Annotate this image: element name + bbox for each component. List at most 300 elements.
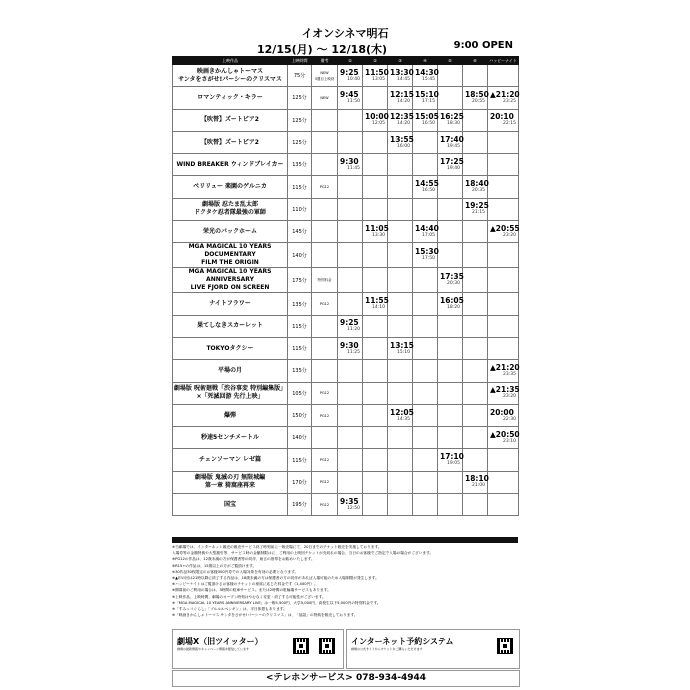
- movie-note: [312, 109, 338, 131]
- end-time: 14:10: [372, 305, 385, 311]
- showtime-cell[interactable]: [463, 471, 488, 493]
- showtime-cell: [363, 198, 388, 220]
- start-time: 11:05: [365, 223, 389, 233]
- showtime-cell: [463, 109, 488, 131]
- showtime-cell: [413, 404, 438, 426]
- showtime-cell: [388, 382, 413, 404]
- movie-title: 爆弾: [173, 404, 288, 426]
- qr-code-icon[interactable]: [319, 638, 335, 654]
- end-time: 20:35: [472, 188, 485, 194]
- start-time: 9:25: [340, 67, 359, 77]
- notes-section: [172, 537, 518, 618]
- showtime-cell: [363, 471, 388, 493]
- end-time: 17:05: [422, 232, 435, 238]
- movie-note: [312, 243, 338, 268]
- showtime-cell: [463, 404, 488, 426]
- running-time: 125分: [288, 131, 312, 153]
- showtime-cell[interactable]: [488, 427, 519, 449]
- showtime-cell: [338, 221, 363, 243]
- showtime-cell: [388, 243, 413, 268]
- start-time: 17:40: [440, 134, 464, 144]
- showtime-cell: [463, 427, 488, 449]
- running-time: 115分: [288, 337, 312, 359]
- table-row: [173, 87, 519, 109]
- showtime-cell[interactable]: [488, 221, 519, 243]
- showtime-cell: [438, 360, 463, 382]
- table-row: [173, 404, 519, 426]
- movie-title: 劇場版 鬼滅の刃 無限城編 第一章 猗窩座再来: [173, 471, 288, 493]
- table-row: [173, 337, 519, 359]
- movie-note: NEW 3週目上映終: [312, 65, 338, 87]
- showtime-cell: [463, 154, 488, 176]
- end-time: 13:30: [372, 232, 385, 238]
- showtime-cell: [438, 198, 463, 220]
- showtime-cell[interactable]: [463, 176, 488, 198]
- end-time: 21:00: [472, 483, 485, 489]
- table-row: [173, 293, 519, 315]
- showtime-cell: [438, 427, 463, 449]
- start-time: 12:05: [390, 407, 414, 417]
- showtime-cell: [488, 449, 519, 471]
- running-time: 150分: [288, 404, 312, 426]
- start-time: 20:10: [490, 112, 514, 122]
- showtime-cell: [363, 268, 388, 293]
- end-time: 23:20: [503, 394, 516, 400]
- showtime-cell[interactable]: [388, 65, 413, 87]
- start-time: 18:50: [465, 89, 489, 99]
- end-time: 19:45: [447, 143, 460, 149]
- schedule-sheet: [172, 0, 518, 690]
- start-time: 9:30: [340, 340, 359, 350]
- start-time: 9:30: [340, 156, 359, 166]
- table-row: [173, 268, 519, 293]
- movie-title: WIND BREAKER ウィンドブレイカー: [173, 154, 288, 176]
- showtime-cell: [413, 471, 438, 493]
- showtime-cell: [388, 427, 413, 449]
- showtime-cell: [438, 243, 463, 268]
- showtime-cell: [388, 360, 413, 382]
- showtime-cell: [388, 293, 413, 315]
- showtime-cell[interactable]: [438, 449, 463, 471]
- showtime-cell: [388, 198, 413, 220]
- showtime-cell: [463, 131, 488, 153]
- column-header: 上映時間: [288, 57, 312, 65]
- showtime-cell: [363, 131, 388, 153]
- column-header: ⑤: [438, 57, 463, 65]
- end-time: 14:45: [397, 76, 410, 82]
- social-box: [172, 629, 344, 669]
- end-time: 16:50: [422, 121, 435, 127]
- showtime-cell[interactable]: [438, 131, 463, 153]
- showtime-cell[interactable]: [413, 87, 438, 109]
- end-time: 14:35: [397, 416, 410, 422]
- showtime-cell[interactable]: [413, 65, 438, 87]
- showtime-cell[interactable]: [388, 404, 413, 426]
- start-time: 14:55: [415, 179, 439, 189]
- start-time: 17:10: [440, 452, 464, 462]
- showtime-cell: [413, 154, 438, 176]
- movie-note: [312, 221, 338, 243]
- movie-title: 果てしなきスカーレット: [173, 315, 288, 337]
- start-time: 14:40: [415, 223, 439, 233]
- showtime-cell[interactable]: [338, 65, 363, 87]
- movie-title: ナイトフラワー: [173, 293, 288, 315]
- showtime-cell: [488, 243, 519, 268]
- showtime-cell[interactable]: [363, 293, 388, 315]
- running-time: 115分: [288, 449, 312, 471]
- showtime-cell[interactable]: [488, 382, 519, 404]
- telephone-service: <テレホンサービス> 078-934-4944: [172, 670, 520, 687]
- running-time: 195分: [288, 494, 312, 516]
- start-time: 9:35: [340, 496, 359, 506]
- column-header: ②: [363, 57, 388, 65]
- movie-title: ペリリュー 楽園のゲルニカ: [173, 176, 288, 198]
- end-time: 10:40: [347, 76, 360, 82]
- booking-subtext: 劇場の公式サイトからチケットをご購入いただけます: [351, 647, 423, 651]
- showtime-cell: [413, 293, 438, 315]
- note-line: ※R15+の作品は、15歳以上の方がご覧頂けます。: [172, 563, 257, 568]
- end-time: 23:25: [503, 98, 516, 104]
- column-header: ③: [388, 57, 413, 65]
- end-time: 20:30: [447, 281, 460, 287]
- end-time: 21:15: [472, 210, 485, 216]
- showtime-cell: [438, 315, 463, 337]
- end-time: 22:30: [503, 416, 516, 422]
- showtime-cell[interactable]: [488, 404, 519, 426]
- showtime-cell[interactable]: [488, 87, 519, 109]
- showtime-cell: [363, 154, 388, 176]
- start-time: 10:00: [365, 112, 389, 122]
- note-line: ※▲印の回は21時以降に終了する作品は、18歳未満の方は保護者の方の同伴があれば入場可能のため入場制限が発生します。: [172, 576, 379, 581]
- showtime-cell[interactable]: [413, 243, 438, 268]
- movie-note: PG12: [312, 176, 338, 198]
- showtime-cell: [338, 427, 363, 449]
- running-time: 105分: [288, 382, 312, 404]
- movie-note: 特別料金: [312, 268, 338, 293]
- showtime-cell: [388, 154, 413, 176]
- end-time: 18:30: [447, 121, 460, 127]
- showtime-cell: [463, 449, 488, 471]
- showtime-cell: [363, 494, 388, 516]
- showtime-cell: [338, 293, 363, 315]
- movie-note: [312, 315, 338, 337]
- end-time: 12:50: [347, 505, 360, 511]
- table-row: [173, 449, 519, 471]
- schedule-table: [172, 56, 519, 516]
- showtime-cell: [438, 65, 463, 87]
- booking-title: インターネット予約システム: [351, 637, 454, 646]
- showtime-cell: [338, 382, 363, 404]
- table-row: [173, 131, 519, 153]
- showtime-cell[interactable]: [463, 87, 488, 109]
- running-time: 110分: [288, 198, 312, 220]
- showtime-cell: [338, 360, 363, 382]
- showtime-cell: [413, 427, 438, 449]
- movie-note: PG12: [312, 293, 338, 315]
- start-time: 9:45: [340, 89, 359, 99]
- social-title: 劇場X（旧ツイッター）: [177, 637, 263, 646]
- note-line: 入場券等の金額特典や大型割引等、サービス時の金額制限はに、ご利用の上映回チケットが売切れの場合、当日のお客様でご指定で入場の場合がございます。: [172, 551, 434, 556]
- showtime-cell: [363, 360, 388, 382]
- showtime-cell: [413, 382, 438, 404]
- movie-note: PG12: [312, 494, 338, 516]
- running-time: 115分: [288, 315, 312, 337]
- showtime-cell: [488, 154, 519, 176]
- movie-title: MGA MAGICAL 10 YEARS DOCUMENTARY FILM THE ORIGIN: [173, 243, 288, 268]
- start-time: 18:40: [465, 179, 489, 189]
- movie-title: 平場の月: [173, 360, 288, 382]
- showtime-cell: [413, 449, 438, 471]
- start-time: 12:35: [390, 112, 414, 122]
- showtime-cell: [363, 382, 388, 404]
- showtime-cell[interactable]: [388, 131, 413, 153]
- showtime-cell: [338, 176, 363, 198]
- showtime-cell[interactable]: [388, 87, 413, 109]
- movie-note: PG12: [312, 404, 338, 426]
- showtime-cell: [438, 176, 463, 198]
- running-time: 75分: [288, 65, 312, 87]
- start-time: 19:25: [465, 201, 489, 211]
- showtime-cell: [363, 176, 388, 198]
- social-subtext: 劇場の最新情報やキャンペーン情報を配信しています: [177, 647, 249, 651]
- end-time: 23:20: [503, 232, 516, 238]
- showtime-cell[interactable]: [363, 65, 388, 87]
- table-row: [173, 315, 519, 337]
- showtime-cell: [388, 315, 413, 337]
- showtime-cell: [338, 268, 363, 293]
- end-time: 22:15: [503, 121, 516, 127]
- table-row: [173, 65, 519, 87]
- table-row: [173, 427, 519, 449]
- showtime-cell: [363, 87, 388, 109]
- showtime-cell[interactable]: [438, 109, 463, 131]
- start-time: ▲20:55: [490, 223, 520, 233]
- page-title: イオンシネマ明石: [301, 27, 389, 40]
- movie-title: 劇場版 呪術廻戦「渋谷事変 特別編集版」 ×「死滅回游 先行上映」: [173, 382, 288, 404]
- open-time: 9:00 OPEN: [453, 40, 513, 51]
- end-time: 11:50: [347, 98, 360, 104]
- showtime-cell: [463, 337, 488, 359]
- showtime-cell: [488, 337, 519, 359]
- start-time: 17:35: [440, 272, 464, 282]
- showtime-cell: [463, 221, 488, 243]
- showtime-cell[interactable]: [388, 109, 413, 131]
- showtime-cell: [338, 109, 363, 131]
- showtime-cell: [463, 494, 488, 516]
- showtime-cell[interactable]: [338, 337, 363, 359]
- end-time: 15:45: [422, 76, 435, 82]
- showtime-cell: [338, 198, 363, 220]
- table-row: [173, 109, 519, 131]
- end-time: 20:55: [472, 98, 485, 104]
- running-time: 135分: [288, 360, 312, 382]
- showtime-cell: [388, 494, 413, 516]
- movie-note: [312, 198, 338, 220]
- qr-code-icon[interactable]: [293, 638, 309, 654]
- showtime-cell: [463, 65, 488, 87]
- showtime-cell[interactable]: [413, 221, 438, 243]
- table-row: [173, 221, 519, 243]
- note-line: ※PG12の作品は、12歳未満の方が保護者等の同伴、助言の指導をお勧めいたします。: [172, 557, 315, 562]
- end-time: 19:05: [447, 461, 460, 467]
- movie-title: TOKYOタクシー: [173, 337, 288, 359]
- movie-note: [312, 154, 338, 176]
- showtime-cell: [488, 176, 519, 198]
- showtime-cell: [463, 268, 488, 293]
- showtime-cell: [363, 315, 388, 337]
- running-time: 125分: [288, 87, 312, 109]
- showtime-cell: [438, 87, 463, 109]
- showtime-cell[interactable]: [438, 293, 463, 315]
- date-range: 12/15(月) ～ 12/18(木): [257, 43, 388, 56]
- running-time: 170分: [288, 471, 312, 493]
- showtime-cell: [413, 198, 438, 220]
- showtime-cell: [363, 427, 388, 449]
- showtime-cell: [388, 221, 413, 243]
- movie-note: NEW: [312, 87, 338, 109]
- movie-title: 秒速5センチメートル: [173, 427, 288, 449]
- showtime-cell: [338, 243, 363, 268]
- movie-title: 栄光のバックホーム: [173, 221, 288, 243]
- showtime-cell: [463, 382, 488, 404]
- showtime-cell: [338, 471, 363, 493]
- movie-title: ロマンティック・キラー: [173, 87, 288, 109]
- movie-title: 【吹替】ズートピア2: [173, 131, 288, 153]
- start-time: 16:05: [440, 296, 464, 306]
- end-time: 16:50: [422, 188, 435, 194]
- end-time: 11:20: [347, 327, 360, 333]
- running-time: 115分: [288, 176, 312, 198]
- table-row: [173, 243, 519, 268]
- showtime-cell: [413, 315, 438, 337]
- showtime-cell: [388, 268, 413, 293]
- movie-title: 国宝: [173, 494, 288, 516]
- showtime-cell[interactable]: [338, 154, 363, 176]
- showtime-cell: [488, 131, 519, 153]
- table-row: [173, 198, 519, 220]
- end-time: 16:00: [397, 143, 410, 149]
- showtime-cell[interactable]: [413, 109, 438, 131]
- start-time: 17:25: [440, 156, 464, 166]
- start-time: ▲20:50: [490, 429, 520, 439]
- showtime-cell: [463, 293, 488, 315]
- showtime-cell[interactable]: [363, 221, 388, 243]
- showtime-cell: [338, 131, 363, 153]
- start-time: 14:30: [415, 67, 439, 77]
- showtime-cell[interactable]: [488, 360, 519, 382]
- showtime-cell[interactable]: [488, 109, 519, 131]
- table-row: [173, 360, 519, 382]
- showtime-cell: [388, 471, 413, 493]
- movie-note: [312, 337, 338, 359]
- table-row: [173, 154, 519, 176]
- movie-title: 映画きかんしゃトーマス サンタをさがせ!パーシーのクリスマス: [173, 65, 288, 87]
- running-time: 135分: [288, 154, 312, 176]
- start-time: 18:10: [465, 474, 489, 484]
- showtime-cell[interactable]: [338, 87, 363, 109]
- end-time: 15:10: [397, 349, 410, 355]
- showtime-cell[interactable]: [388, 337, 413, 359]
- end-time: 17:15: [422, 98, 435, 104]
- running-time: 175分: [288, 268, 312, 293]
- start-time: 13:15: [390, 340, 414, 350]
- note-line: ※当劇場では、インターネット販売の販売サービス終了時刻前に一般売場にて、20日までのチケット販売を実施しております。: [172, 545, 382, 549]
- end-time: 18:20: [447, 305, 460, 311]
- movie-note: [312, 427, 338, 449]
- showtime-cell: [413, 131, 438, 153]
- note-line: ※「MGA MAGICAL 10 YEARS ANNIVERSARY LIVE」は一般5,500円、大学5,000円、高校生以下5,000円の特別料金です。: [172, 600, 381, 605]
- running-time: 140分: [288, 243, 312, 268]
- end-time: 14:20: [397, 98, 410, 104]
- start-time: 12:15: [390, 89, 414, 99]
- movie-note: PG12: [312, 382, 338, 404]
- movie-note: [312, 131, 338, 153]
- showtime-cell[interactable]: [363, 109, 388, 131]
- showtime-cell[interactable]: [463, 198, 488, 220]
- column-header: ハッピーナイト: [489, 57, 517, 63]
- movie-title: MGA MAGICAL 10 YEARS ANNIVERSARY LIVE FJORD ON SCREEN: [173, 268, 288, 293]
- showtime-cell: [363, 243, 388, 268]
- showtime-cell[interactable]: [338, 315, 363, 337]
- note-line: ※「すみっコぐらし」「ブルルルペンギン」は、平日休憩もあります。: [172, 607, 287, 612]
- showtime-cell: [488, 315, 519, 337]
- end-time: 11:25: [347, 349, 360, 355]
- showtime-cell: [413, 268, 438, 293]
- showtime-cell: [463, 315, 488, 337]
- movie-title: チェンソーマン レゼ篇: [173, 449, 288, 471]
- running-time: 125分: [288, 109, 312, 131]
- table-row: [173, 176, 519, 198]
- showtime-cell[interactable]: [438, 154, 463, 176]
- end-time: 23:10: [503, 438, 516, 444]
- start-time: ▲21:20: [490, 89, 520, 99]
- column-header: 備考: [312, 57, 338, 65]
- end-time: 11:45: [347, 165, 360, 171]
- showtime-cell: [338, 404, 363, 426]
- showtime-cell: [488, 471, 519, 493]
- showtime-cell: [363, 404, 388, 426]
- movie-note: [312, 360, 338, 382]
- showtime-cell: [438, 404, 463, 426]
- qr-code-icon[interactable]: [497, 638, 513, 654]
- column-header: ⑥: [463, 57, 488, 65]
- start-time: 15:30: [415, 247, 439, 257]
- note-line: ※ハッピーナイトはご覧頂けるお客様のチケットの座席に応じた料金です（1,400円）。: [172, 582, 318, 587]
- start-time: 13:55: [390, 134, 414, 144]
- showtime-cell[interactable]: [438, 268, 463, 293]
- end-time: 13:05: [372, 76, 385, 82]
- table-row: [173, 494, 519, 516]
- table-row: [173, 382, 519, 404]
- showtime-cell: [488, 65, 519, 87]
- showtime-cell: [388, 176, 413, 198]
- running-time: 135分: [288, 293, 312, 315]
- showtime-cell: [363, 337, 388, 359]
- running-time: 145分: [288, 221, 312, 243]
- showtime-cell: [438, 221, 463, 243]
- movie-title: 劇場版 忍たま乱太郎 ドクタケ忍者隊最強の軍師: [173, 198, 288, 220]
- start-time: 15:05: [415, 112, 439, 122]
- showtime-cell: [488, 198, 519, 220]
- end-time: 14:20: [397, 121, 410, 127]
- end-time: 19:40: [447, 165, 460, 171]
- showtime-cell[interactable]: [413, 176, 438, 198]
- booking-box: [346, 629, 520, 669]
- showtime-cell[interactable]: [338, 494, 363, 516]
- start-time: 16:25: [440, 112, 464, 122]
- showtime-cell: [438, 382, 463, 404]
- start-time: 11:50: [365, 67, 389, 77]
